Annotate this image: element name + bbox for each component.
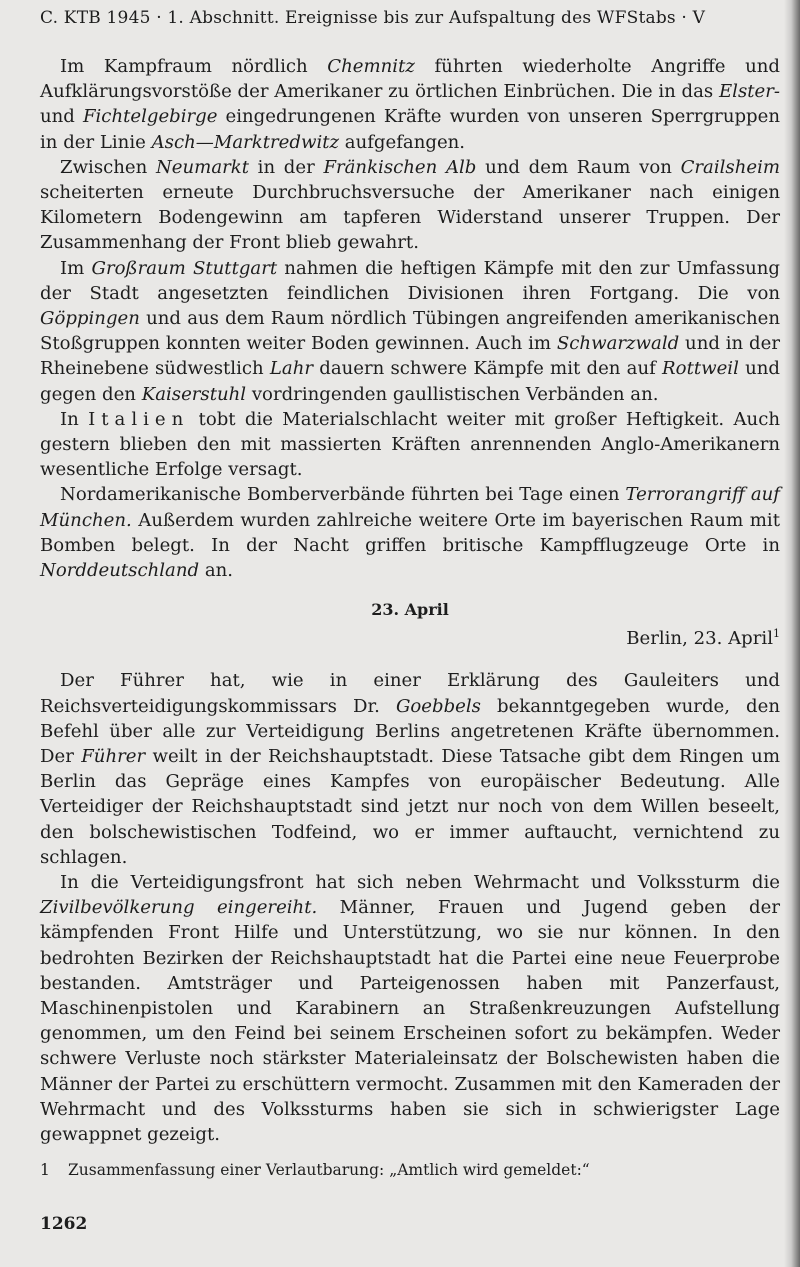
place-name: Fichtelgebirge (82, 106, 218, 128)
paragraph-italien (40, 407, 780, 483)
place-name: Norddeutschland (40, 560, 200, 582)
text-run: Außerdem wurden zahlreiche weitere Orte im bayerischen Raum mit Bomben belegt. In der Nacht griffen britische Kampfflugzeuge Orte in (40, 509, 780, 556)
text-run: aufgefangen. (339, 131, 466, 153)
place-name: Elster- (718, 81, 780, 103)
place-name: Göppingen (40, 308, 140, 330)
section-date-heading: 23. April (371, 600, 449, 620)
place-name: Kaiserstuhl (141, 383, 247, 405)
text-run: In (60, 408, 89, 430)
text-run: dauern schwere Kämpfe mit den auf (313, 358, 663, 380)
paragraph-bomber (40, 482, 780, 583)
spacer (40, 651, 780, 668)
text-run: und dem Raum von (476, 156, 681, 178)
text-run: eingedrungenen Kräfte wurden von unseren Sperrgruppen in der Linie (40, 106, 780, 153)
running-head: C. KTB 1945 · 1. Abschnitt. Ereignisse bis zur Aufspaltung des WFStabs · V (40, 8, 706, 28)
spaced-emphasis: Italien (88, 408, 190, 430)
footnote (40, 1160, 780, 1180)
text-run: bekanntgegeben wurde, den Befehl über alle zur Verteidigung Berlins angetretenen Kräfte übernommen. Der (40, 695, 780, 767)
footnote-reference: 1 (773, 627, 780, 641)
text-run: führten wiederholte Angriffe und Aufklärungsvorstöße der Amerikaner zu örtlichen Einbrüchen. Die in das (40, 56, 781, 103)
place-name: Crailsheim (680, 156, 781, 178)
place-name: Fränkischen Alb (323, 156, 477, 178)
text-run: Nordamerikanische Bomberverbände führten bei Tage einen (60, 484, 626, 506)
place-name: Schwarzwald (556, 333, 680, 355)
paragraph-fuehrer (40, 668, 780, 870)
text-run: und gegen den (40, 358, 780, 405)
text-run: In die Verteidigungsfront hat sich neben Wehrmacht und Volkssturm die (60, 871, 780, 893)
text-run: vordringenden gaullistischen Verbänden an. (246, 383, 659, 405)
paragraph-neumarkt (40, 155, 780, 256)
place-name: Großraum Stuttgart (91, 257, 278, 279)
page-number: 1262 (40, 1214, 88, 1234)
place-name: Asch—Marktredwitz (151, 131, 340, 153)
text-run: nahmen die heftigen Kämpfe mit den zur Umfassung der Stadt angesetzten feindlichen Divisionen ihren Fortgang. Die von (40, 257, 781, 304)
place-name: Lahr (269, 358, 313, 380)
emphasis: Führer (81, 745, 146, 767)
paragraph-verteidigungsfront (40, 870, 780, 1147)
person-name: Goebbels (395, 695, 481, 717)
text-run: Im Kampfraum nördlich (60, 56, 328, 77)
text-run: Zwischen (60, 156, 156, 178)
page-edge-shadow (784, 0, 800, 1267)
text-run: und in der Rheinebene südwestlich (40, 333, 780, 380)
footnote-number: 1 (40, 1161, 50, 1179)
text-run: weilt in der Reichshauptstadt. Diese Tatsache gibt dem Ringen um Berlin das Gepräge eines Kampfes von europäischer Bedeutung. Alle Verteidiger der Reichshauptstadt sind jetzt nur noch von dem Willen beseelt, den bolschewistischen Todfeind, wo er immer auftaucht, vernichtend zu schlagen. (40, 745, 780, 868)
text-run: Im (60, 257, 92, 279)
text-run: scheiterten erneute Durchbruchsversuche der Amerikaner nach einigen Kilometern Bodengewinn am tapferen Widerstand unserer Truppen. Der Zusammenhang der Front blieb gewahrt. (40, 182, 780, 254)
text-run: Männer, Frauen und Jugend geben der kämpfenden Front Hilfe und Unterstützung, wo sie nur können. In den bedrohten Bezirken der Reichshauptstadt hat die Partei eine neue Feuerprobe bestanden. Amtsträger und Parteigenossen haben mit Panzerfaust, Maschinenpistolen und Karabinern an Straßenkreuzungen Aufstellung genommen, um den Feind bei seinem Erscheinen sofort zu bekämpfen. Weder schwere Verluste noch stärkster Materialeinsatz der Bolschewisten haben die Männer der Partei zu erschüttern vermocht. Zusammen mit den Kameraden der Wehrmacht und des Volkssturms haben sie sich in schwierigster Lage gewappnet gezeigt. (40, 897, 780, 1145)
place-name: Chemnitz (327, 56, 415, 77)
place-name: Neumarkt (155, 156, 249, 178)
text-run: Der Führer hat, wie in einer Erklärung des Gauleiters und Reichsverteidigungskommissars Dr. (40, 670, 780, 717)
paragraph-stuttgart (40, 256, 780, 407)
body-text (40, 54, 780, 1147)
text-run: in der (249, 156, 324, 178)
place-date-line (40, 622, 780, 651)
text-run: und aus dem Raum nördlich Tübingen angreifenden amerikanischen Stoßgruppen konnten weiter Boden gewinnen. Auch im (40, 308, 780, 355)
place-date-text: Berlin, 23. April (626, 628, 773, 650)
emphasis: Terrorangriff auf München. (40, 484, 780, 531)
emphasis: Zivilbevölkerung eingereiht. (40, 897, 318, 919)
text-run: und (40, 106, 83, 128)
paragraph-chemnitz (40, 54, 780, 155)
footnote-text: Zusammenfassung einer Verlautbarung: „Amtlich wird gemeldet:“ (68, 1161, 590, 1179)
place-name: Rottweil (662, 358, 739, 380)
text-run: tobt die Materialschlacht weiter mit großer Heftigkeit. Auch gestern blieben den mit massierten Kräften anrennenden Anglo-Amerikanern wesentliche Erfolge versagt. (40, 408, 780, 481)
text-run: an. (199, 560, 234, 582)
